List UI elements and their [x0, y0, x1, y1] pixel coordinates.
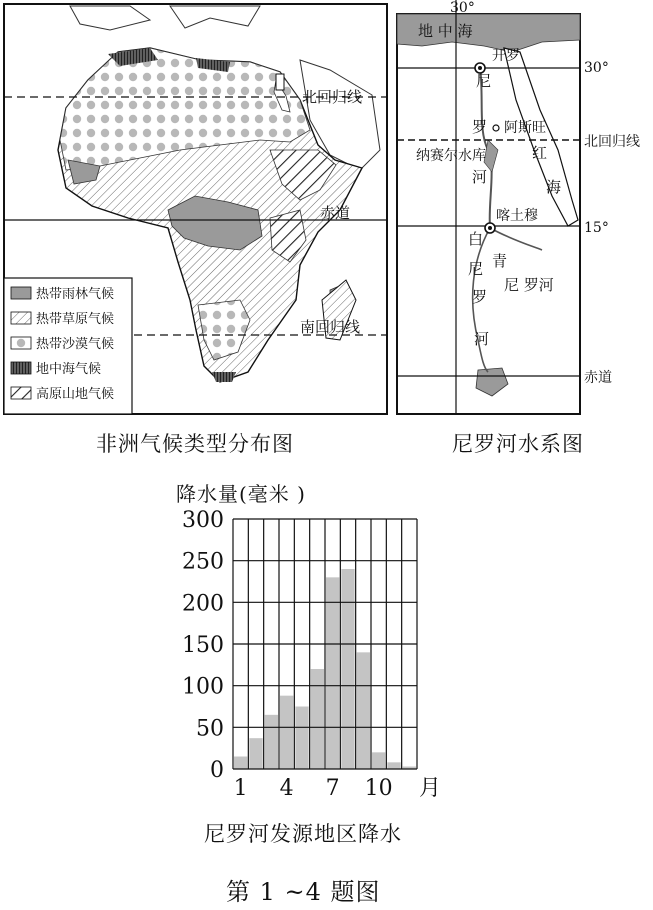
y-tick-label: 150 [182, 633, 224, 658]
red-sea-label: 海 [546, 178, 562, 196]
blue-nile-label: 青 [492, 252, 508, 270]
white-nile-label: 白 [468, 230, 484, 248]
x-tick-label: 7 [325, 776, 340, 801]
x-tick-label: 1 [233, 776, 248, 801]
legend-swatch-desert [11, 337, 31, 349]
tropic-south-label: 南回归线 [300, 318, 361, 336]
bar-month-8 [341, 569, 354, 769]
legend-swatch-highland [11, 387, 31, 399]
equator-label: 赤道 [584, 370, 612, 386]
blue-nile-label: 尼 罗河 [504, 276, 554, 294]
nile-map-caption: 尼罗河水系图 [452, 432, 584, 456]
chart-title: 尼罗河发源地区降水 [204, 822, 402, 846]
khartoum-label: 喀土穆 [496, 208, 538, 224]
y-tick-label: 200 [182, 591, 224, 617]
aswan-label: 阿斯旺 [504, 120, 546, 136]
precipitation-chart [0, 500, 653, 810]
bar-month-10 [372, 752, 385, 769]
tropic-north-label: 北回归线 [302, 88, 363, 106]
y-tick-label: 50 [196, 716, 224, 742]
bar-month-7 [326, 577, 339, 769]
tropic-label: 北回归线 [584, 134, 640, 150]
y-tick-label: 100 [182, 674, 224, 700]
x-tick-label: 4 [279, 776, 294, 801]
legend-label: 高原山地气候 [36, 387, 115, 402]
longitude-label: 30° [450, 0, 475, 16]
lat15-label: 15° [584, 220, 609, 236]
red-sea-label: 红 [532, 144, 548, 162]
white-nile-label: 罗 [472, 288, 488, 306]
nasser-label: 纳赛尔水库 [416, 148, 486, 164]
bar-month-2 [249, 738, 262, 769]
legend-label: 热带雨林气候 [36, 287, 115, 302]
africa-climate-map [0, 0, 392, 418]
africa-map-caption: 非洲气候类型分布图 [96, 432, 294, 456]
mediterranean-label: 地 中 海 [418, 22, 473, 40]
chart-ylabel: 降水量(毫米 ) [176, 482, 306, 506]
bar-month-11 [387, 762, 400, 769]
nile-label: 罗 [472, 118, 488, 136]
x-axis-label: 月 [419, 776, 442, 801]
legend-swatch-rainforest [11, 287, 31, 299]
climate-legend [4, 278, 132, 414]
white-nile-label: 河 [474, 330, 490, 348]
legend-label: 热带沙漠气候 [36, 337, 115, 352]
legend-swatch-savanna [11, 312, 31, 324]
nile-label: 尼 [476, 72, 492, 90]
figure-caption: 第 1 ~4 题图 [226, 878, 381, 906]
x-tick-label: 10 [364, 776, 393, 801]
bar-month-5 [295, 707, 308, 770]
bar-month-3 [265, 715, 278, 769]
lat30-label: 30° [584, 60, 609, 76]
y-tick-label: 0 [210, 758, 224, 783]
aswan-marker [493, 125, 499, 131]
bar-month-4 [280, 696, 293, 769]
nile-river-map [392, 0, 653, 418]
bar-month-1 [234, 757, 247, 770]
y-tick-label: 300 [182, 508, 224, 533]
bar-month-9 [357, 652, 370, 769]
legend-label: 热带草原气候 [36, 312, 115, 327]
y-tick-label: 250 [182, 549, 224, 575]
legend-swatch-mediterranean [11, 362, 31, 374]
legend-label: 地中海气候 [36, 362, 102, 377]
nile-label: 河 [472, 168, 488, 186]
equator-label: 赤道 [320, 204, 351, 222]
bar-month-6 [311, 669, 324, 769]
cairo-label: 开罗 [492, 48, 520, 64]
white-nile-label: 尼 [468, 260, 484, 278]
